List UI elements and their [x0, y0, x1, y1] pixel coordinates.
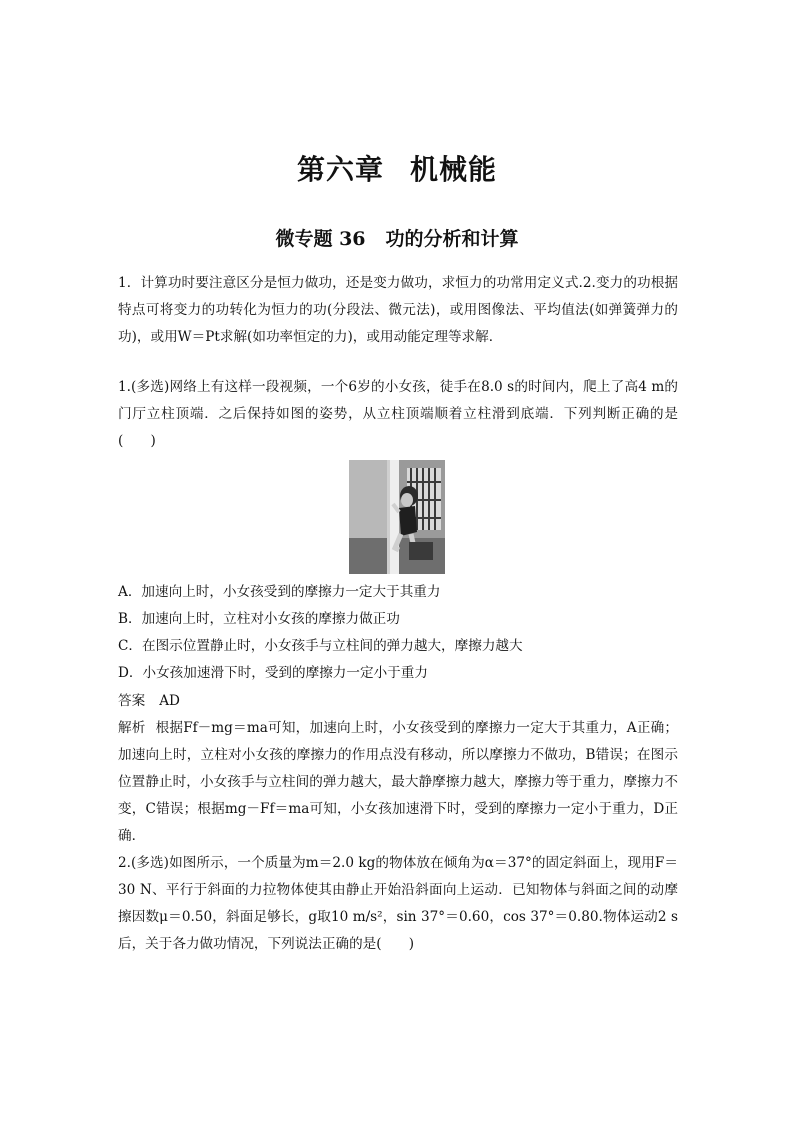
- intro-paragraph: 1．计算功时要注意区分是恒力做功，还是变力做功，求恒力的功常用定义式.2.变力的功根据特点可将变力的功转化为恒力的功(分段法、微元法)，或用图像法、平均值法(如弹簧弹力的功)，或用W＝Pt求解(如功率恒定的力)，或用动能定理等求解．: [118, 275, 678, 345]
- analysis-paragraph: [118, 715, 678, 850]
- question-2-stem: 2.(多选)如图所示，一个质量为m＝2.0 kg的物体放在倾角为α＝37°的固定斜面上，现用F＝30 N、平行于斜面的力拉物体使其由静止开始沿斜面向上运动．已知物体与斜面之间的动摩擦因数μ＝0.50，斜面足够长，g取10 m/s²，sin 37°＝0.60，cos 37°＝0.80.物体运动2 s后，关于各力做功情况，下列说法正确的是( ): [118, 855, 678, 952]
- answer-value: AD: [159, 693, 180, 709]
- chapter-title: [0, 148, 794, 188]
- option-d: D．小女孩加速滑下时，受到的摩擦力一定小于重力: [118, 665, 428, 681]
- chapter-number: 第六章: [296, 153, 384, 186]
- analysis-text: 根据Ff－mg＝ma可知，加速向上时，小女孩受到的摩擦力一定大于其重力，A正确；加速向上时，立柱对小女孩的摩擦力的作用点没有移动，所以摩擦力不做功，B错误；在图示位置静止时，小女孩手与立柱间的弹力越大，最大静摩擦力越大，摩擦力等于重力，摩擦力不变，C错误；根据mg－Ff＝ma可知，小女孩加速滑下时，受到的摩擦力一定小于重力，D正确．: [118, 720, 679, 844]
- girl-climbing-pillar-photo: [349, 460, 445, 574]
- question-1-stem: 1.(多选)网络上有这样一段视频，一个6岁的小女孩，徒手在8.0 s的时间内，爬上了高4 m的门厅立柱顶端．之后保持如图的姿势，从立柱顶端顺着立柱滑到底端．下列判断正确的是( ): [118, 379, 678, 449]
- topic-number: 微专题 36: [275, 228, 366, 250]
- option-b: B．加速向上时，立柱对小女孩的摩擦力做正功: [118, 611, 400, 627]
- answer-label: 答案: [118, 693, 146, 709]
- topic-name: 功的分析和计算: [385, 228, 519, 250]
- chapter-name: 机械能: [410, 153, 498, 186]
- option-a: A．加速向上时，小女孩受到的摩擦力一定大于其重力: [118, 584, 441, 600]
- analysis-label: 解析: [118, 720, 146, 736]
- option-c: C．在图示位置静止时，小女孩手与立柱间的弹力越大，摩擦力越大: [118, 638, 523, 654]
- topic-title: [0, 224, 794, 251]
- answer-line: [118, 688, 180, 715]
